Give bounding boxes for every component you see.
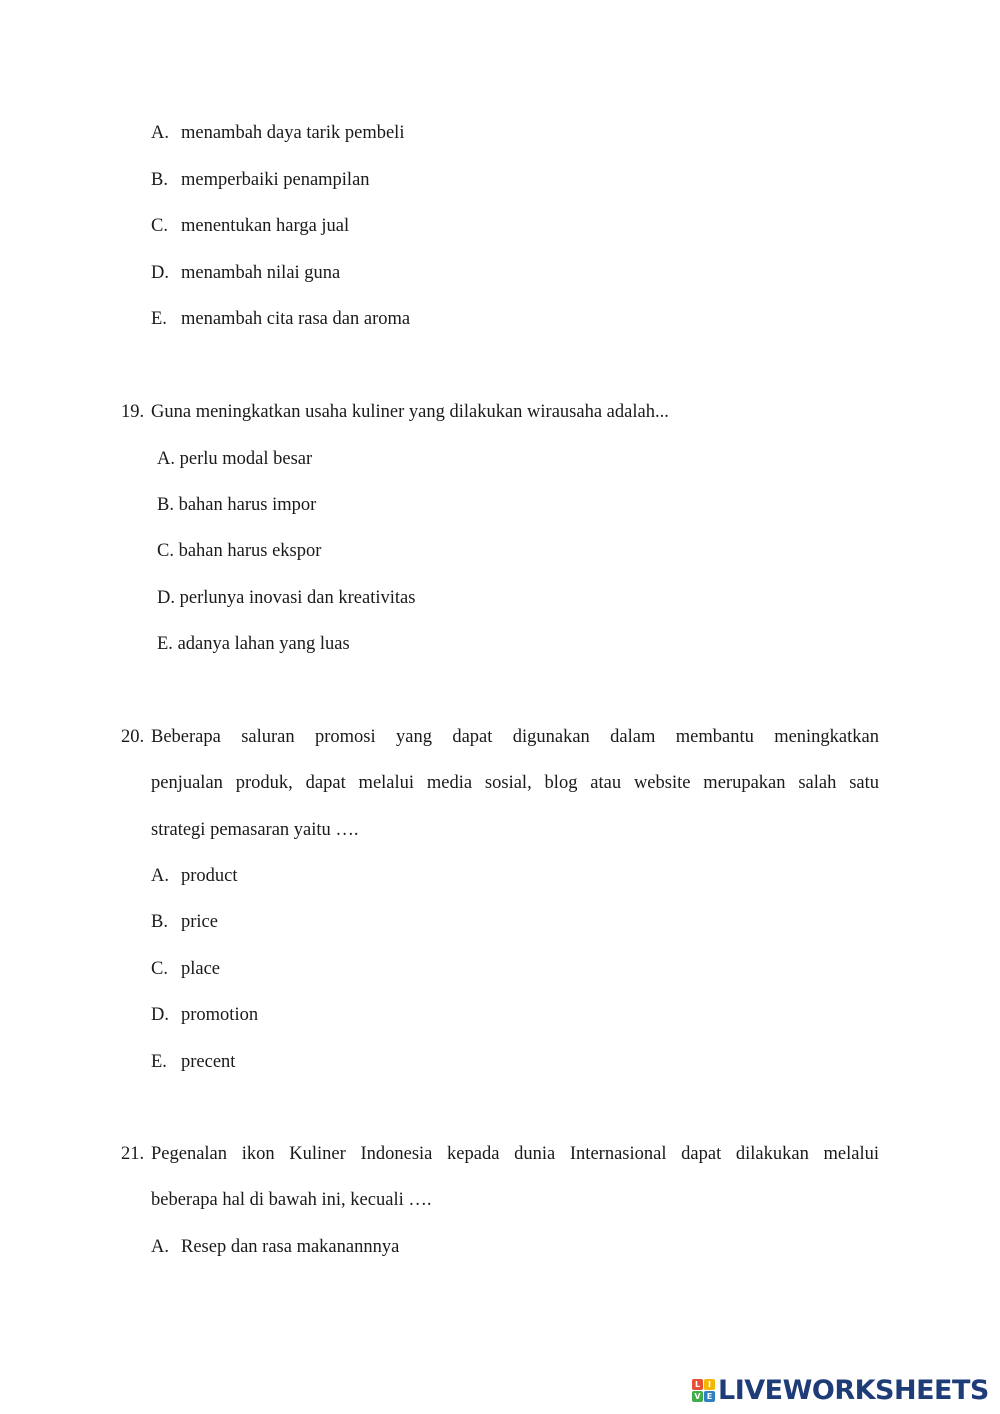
option-text: menambah daya tarik pembeli — [181, 123, 405, 143]
q19-question: Guna meningkatkan usaha kuliner yang dilakukan wirausaha adalah... — [151, 402, 669, 422]
q20-option-c[interactable] — [151, 957, 220, 981]
q18-option-c[interactable] — [151, 214, 349, 238]
option-letter: B. — [151, 170, 168, 190]
q19-option-c[interactable] — [157, 539, 321, 563]
q18-option-e[interactable] — [151, 307, 410, 331]
q19-option-e[interactable] — [157, 632, 350, 656]
q19-option-d[interactable] — [157, 586, 415, 610]
option-text: promotion — [181, 1005, 259, 1025]
q20-number: 20. — [121, 727, 145, 747]
logo-mark-e: E — [704, 1391, 715, 1402]
option-letter: A. — [151, 123, 169, 143]
q18-option-d[interactable] — [151, 261, 340, 285]
q20-question-line-1: Beberapa saluran promosi yang dapat digunakan dalam membantu meningkatkan — [151, 727, 879, 747]
option-text: perlu modal besar — [179, 449, 313, 469]
option-letter: B. — [151, 912, 168, 932]
option-letter: D. — [151, 263, 169, 283]
q21-option-a[interactable] — [151, 1235, 399, 1259]
option-text: bahan harus ekspor — [178, 541, 322, 561]
option-letter: A. — [151, 1237, 169, 1257]
option-text: price — [181, 912, 218, 932]
option-letter: C. — [151, 959, 168, 979]
q18-option-a[interactable] — [151, 121, 404, 145]
option-text: menentukan harga jual — [181, 216, 350, 236]
option-letter: A. — [157, 449, 175, 469]
option-text: menambah nilai guna — [181, 263, 341, 283]
option-text: place — [181, 959, 221, 979]
logo-mark-i: I — [704, 1379, 715, 1390]
option-letter: E. — [157, 634, 173, 654]
q20-option-b[interactable] — [151, 910, 218, 934]
q20-question-line-2: penjualan produk, dapat melalui media sosial, blog atau website merupakan salah satu — [151, 773, 879, 793]
q19-option-a[interactable] — [157, 447, 312, 471]
option-letter: E. — [151, 309, 167, 329]
logo-mark-v: V — [692, 1391, 703, 1402]
q18-option-b[interactable] — [151, 168, 370, 192]
option-letter: E. — [151, 1052, 167, 1072]
q21-question-line-2: beberapa hal di bawah ini, kecuali …. — [151, 1190, 432, 1210]
q19-number: 19. — [121, 402, 145, 422]
option-text: product — [181, 866, 238, 886]
q21-question-line-1: Pegenalan ikon Kuliner Indonesia kepada dunia Internasional dapat dilakukan melalui — [151, 1144, 879, 1164]
logo-text: LIVEWORKSHEETS — [718, 1374, 989, 1406]
option-letter: D. — [151, 1005, 169, 1025]
logo-mark-icon — [692, 1379, 715, 1402]
option-letter: A. — [151, 866, 169, 886]
logo-mark-l: L — [692, 1379, 703, 1390]
option-text: perlunya inovasi dan kreativitas — [179, 588, 416, 608]
option-text: memperbaiki penampilan — [181, 170, 370, 190]
option-text: precent — [181, 1052, 236, 1072]
q19-option-b[interactable] — [157, 493, 316, 517]
q20-option-d[interactable] — [151, 1003, 258, 1027]
option-letter: B. — [157, 495, 174, 515]
option-text: adanya lahan yang luas — [177, 634, 350, 654]
option-letter: D. — [157, 588, 175, 608]
q20-option-a[interactable] — [151, 864, 238, 888]
liveworksheets-logo[interactable] — [692, 1376, 989, 1404]
option-text: menambah cita rasa dan aroma — [181, 309, 411, 329]
q20-option-e[interactable] — [151, 1050, 235, 1074]
q21-number: 21. — [121, 1144, 145, 1164]
option-letter: C. — [157, 541, 174, 561]
option-text: Resep dan rasa makanannnya — [181, 1237, 400, 1257]
q20-question-line-3: strategi pemasaran yaitu …. — [151, 820, 359, 840]
option-letter: C. — [151, 216, 168, 236]
option-text: bahan harus impor — [178, 495, 317, 515]
